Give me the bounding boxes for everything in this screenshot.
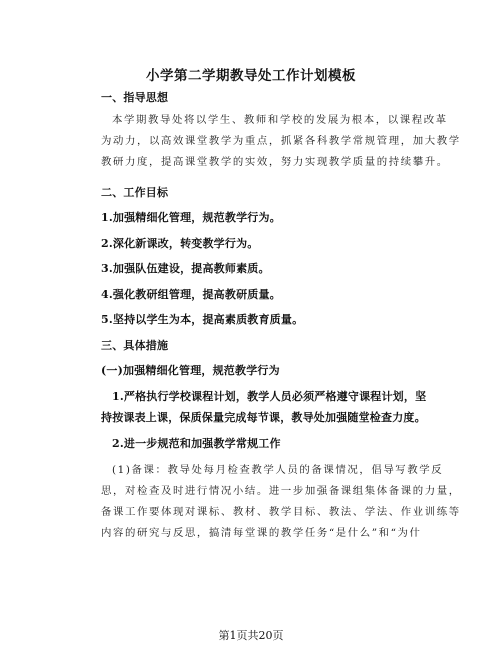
goal-item: 3.加强队伍建设，提高教师素质。 [101,262,270,275]
paragraph-line: 思，对检查及时进行情况小结。进一步加强备课组集体备课的力量， [101,485,461,497]
paragraph-line: (1)备课：教导处每月检查教学人员的备课情况，倡导写教学反 [112,464,444,476]
paragraph-line: 教研力度，提高课堂教学的实效，努力实现教学质量的持续攀升。 [101,156,449,168]
paragraph-line: 内容的研究与反思，搞清每堂课的教学任务“是什么”和“为什 [101,527,422,539]
page-indicator: 第1页共20页 [218,629,284,642]
measure-line: 1.严格执行学校课程计划，教学人员必须严格遵守课程计划，坚 [112,390,427,403]
measure-line: 持按课表上课，保质保量完成每节课，教导处加强随堂检查力度。 [101,411,426,424]
subsection-heading: (一)加强精细化管理，规范教学行为 [101,364,280,377]
section-heading-guiding-ideology: 一、指导思想 [101,91,169,104]
paragraph-line: 本学期教导处将以学生、教师和学校的发展为根本，以课程改革 [112,114,448,126]
document-title: 小学第二学期教导处工作计划模板 [146,68,356,84]
goal-item: 5.坚持以学生为本，提高素质教育质量。 [101,313,304,326]
paragraph-line: 为动力，以高效课堂教学为重点，抓紧各科教学常规管理，加大教学 [101,135,461,147]
goal-item: 1.加强精细化管理，规范教学行为。 [101,211,281,224]
goal-item: 4.强化教研组管理，提高教研质量。 [101,288,281,301]
section-heading-measures: 三、具体措施 [101,339,169,352]
paragraph-line: 备课工作要体现对课标、教材、教学目标、教法、学法、作业训练等 [101,506,461,518]
measure-heading: 2.进一步规范和加强教学常规工作 [112,437,281,450]
goal-item: 2.深化新课改，转变教学行为。 [101,237,259,250]
section-heading-work-goals: 二、工作目标 [101,186,169,199]
